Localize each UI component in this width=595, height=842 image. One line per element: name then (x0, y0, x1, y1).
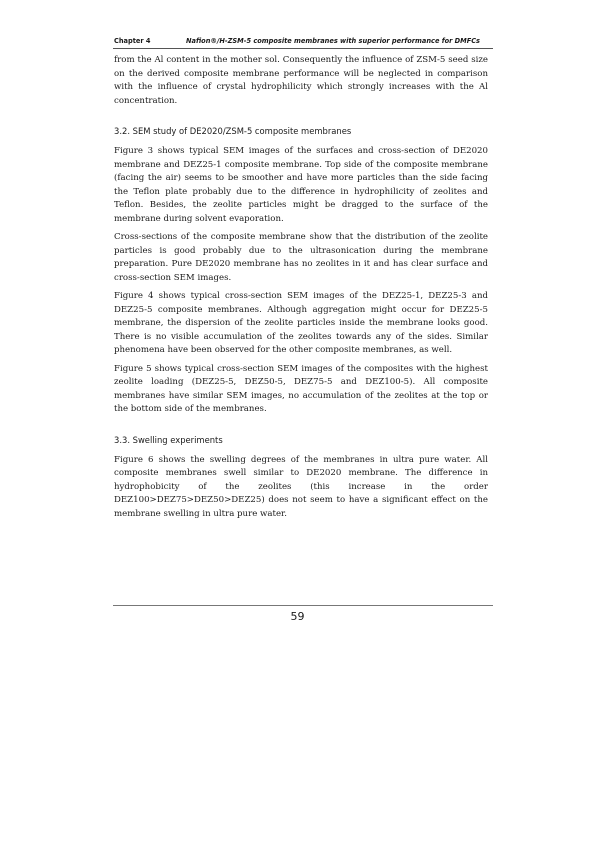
chapter-label: Chapter 4 (114, 37, 151, 45)
sem-paragraph-2: Cross-sections of the composite membrane show that the distribution of the zeolite particles is good probably due to the ultrasonication during the membrane preparation. Pure DE2020 membrane has no zeolites in it and has clear surface and cross-section SEM images. (114, 232, 488, 283)
section-heading-swelling: 3.3. Swelling experiments (114, 434, 223, 445)
footer-divider (113, 605, 493, 606)
section-heading-sem-study: 3.2. SEM study of DE2020/ZSM-5 composite membranes (114, 126, 352, 136)
swelling-paragraph-1: Figure 6 shows the swelling degrees of the membranes in ultra pure water. All composite membranes swell similar to DE2020 membrane. The difference in hydrophobicity of the zeolites (this increase in the order DEZ100>DEZ75>DEZ50>DEZ25) does not seem to have a significant effect on the membrane swelling in ultra pure water. (114, 454, 488, 519)
page-number: 59 (290, 610, 305, 623)
running-header (114, 34, 492, 47)
page-body (114, 54, 488, 521)
sem-paragraph-3: Figure 4 shows typical cross-section SEM images of the DEZ25-1, DEZ25-3 and DEZ25-5 composite membranes. Although aggregation might occur for DEZ25-5 membrane, the dispersion of the zeolite particles inside the membrane looks good. There is no visible accumulation of the zeolites towards any of the sides. Similar phenomena have been observed for the other composite membranes, as well. (114, 291, 488, 355)
chapter-title: Nafion®/H-ZSM-5 composite membranes with superior performance for DMFCs (186, 37, 480, 45)
header-divider (113, 48, 493, 49)
sem-paragraph-1: Figure 3 shows typical SEM images of the surfaces and cross-section of DE2020 membrane and DEZ25-1 composite membrane. Top side of the composite membrane (facing the air) seems to be smoother and have more particles than the side facing the Teflon plate probably due to the difference in hydrophilicity of zeolites and Teflon. Besides, the zeolite particles might be dragged to the surface of the membrane during solvent evaporation. (114, 146, 488, 224)
intro-paragraph: from the Al content in the mother sol. Consequently the influence of ZSM-5 seed size on the derived composite membrane performance will be neglected in comparison with the influence of crystal hydrophilicity which strongly increases with the Al concentration. (114, 55, 488, 106)
sem-paragraph-4: Figure 5 shows typical cross-section SEM images of the composites with the highest zeolite loading (DEZ25-5, DEZ50-5, DEZ75-5 and DEZ100-5). All composite membranes have similar SEM images, no accumulation of the zeolites at the top or the bottom side of the membranes. (114, 363, 488, 414)
